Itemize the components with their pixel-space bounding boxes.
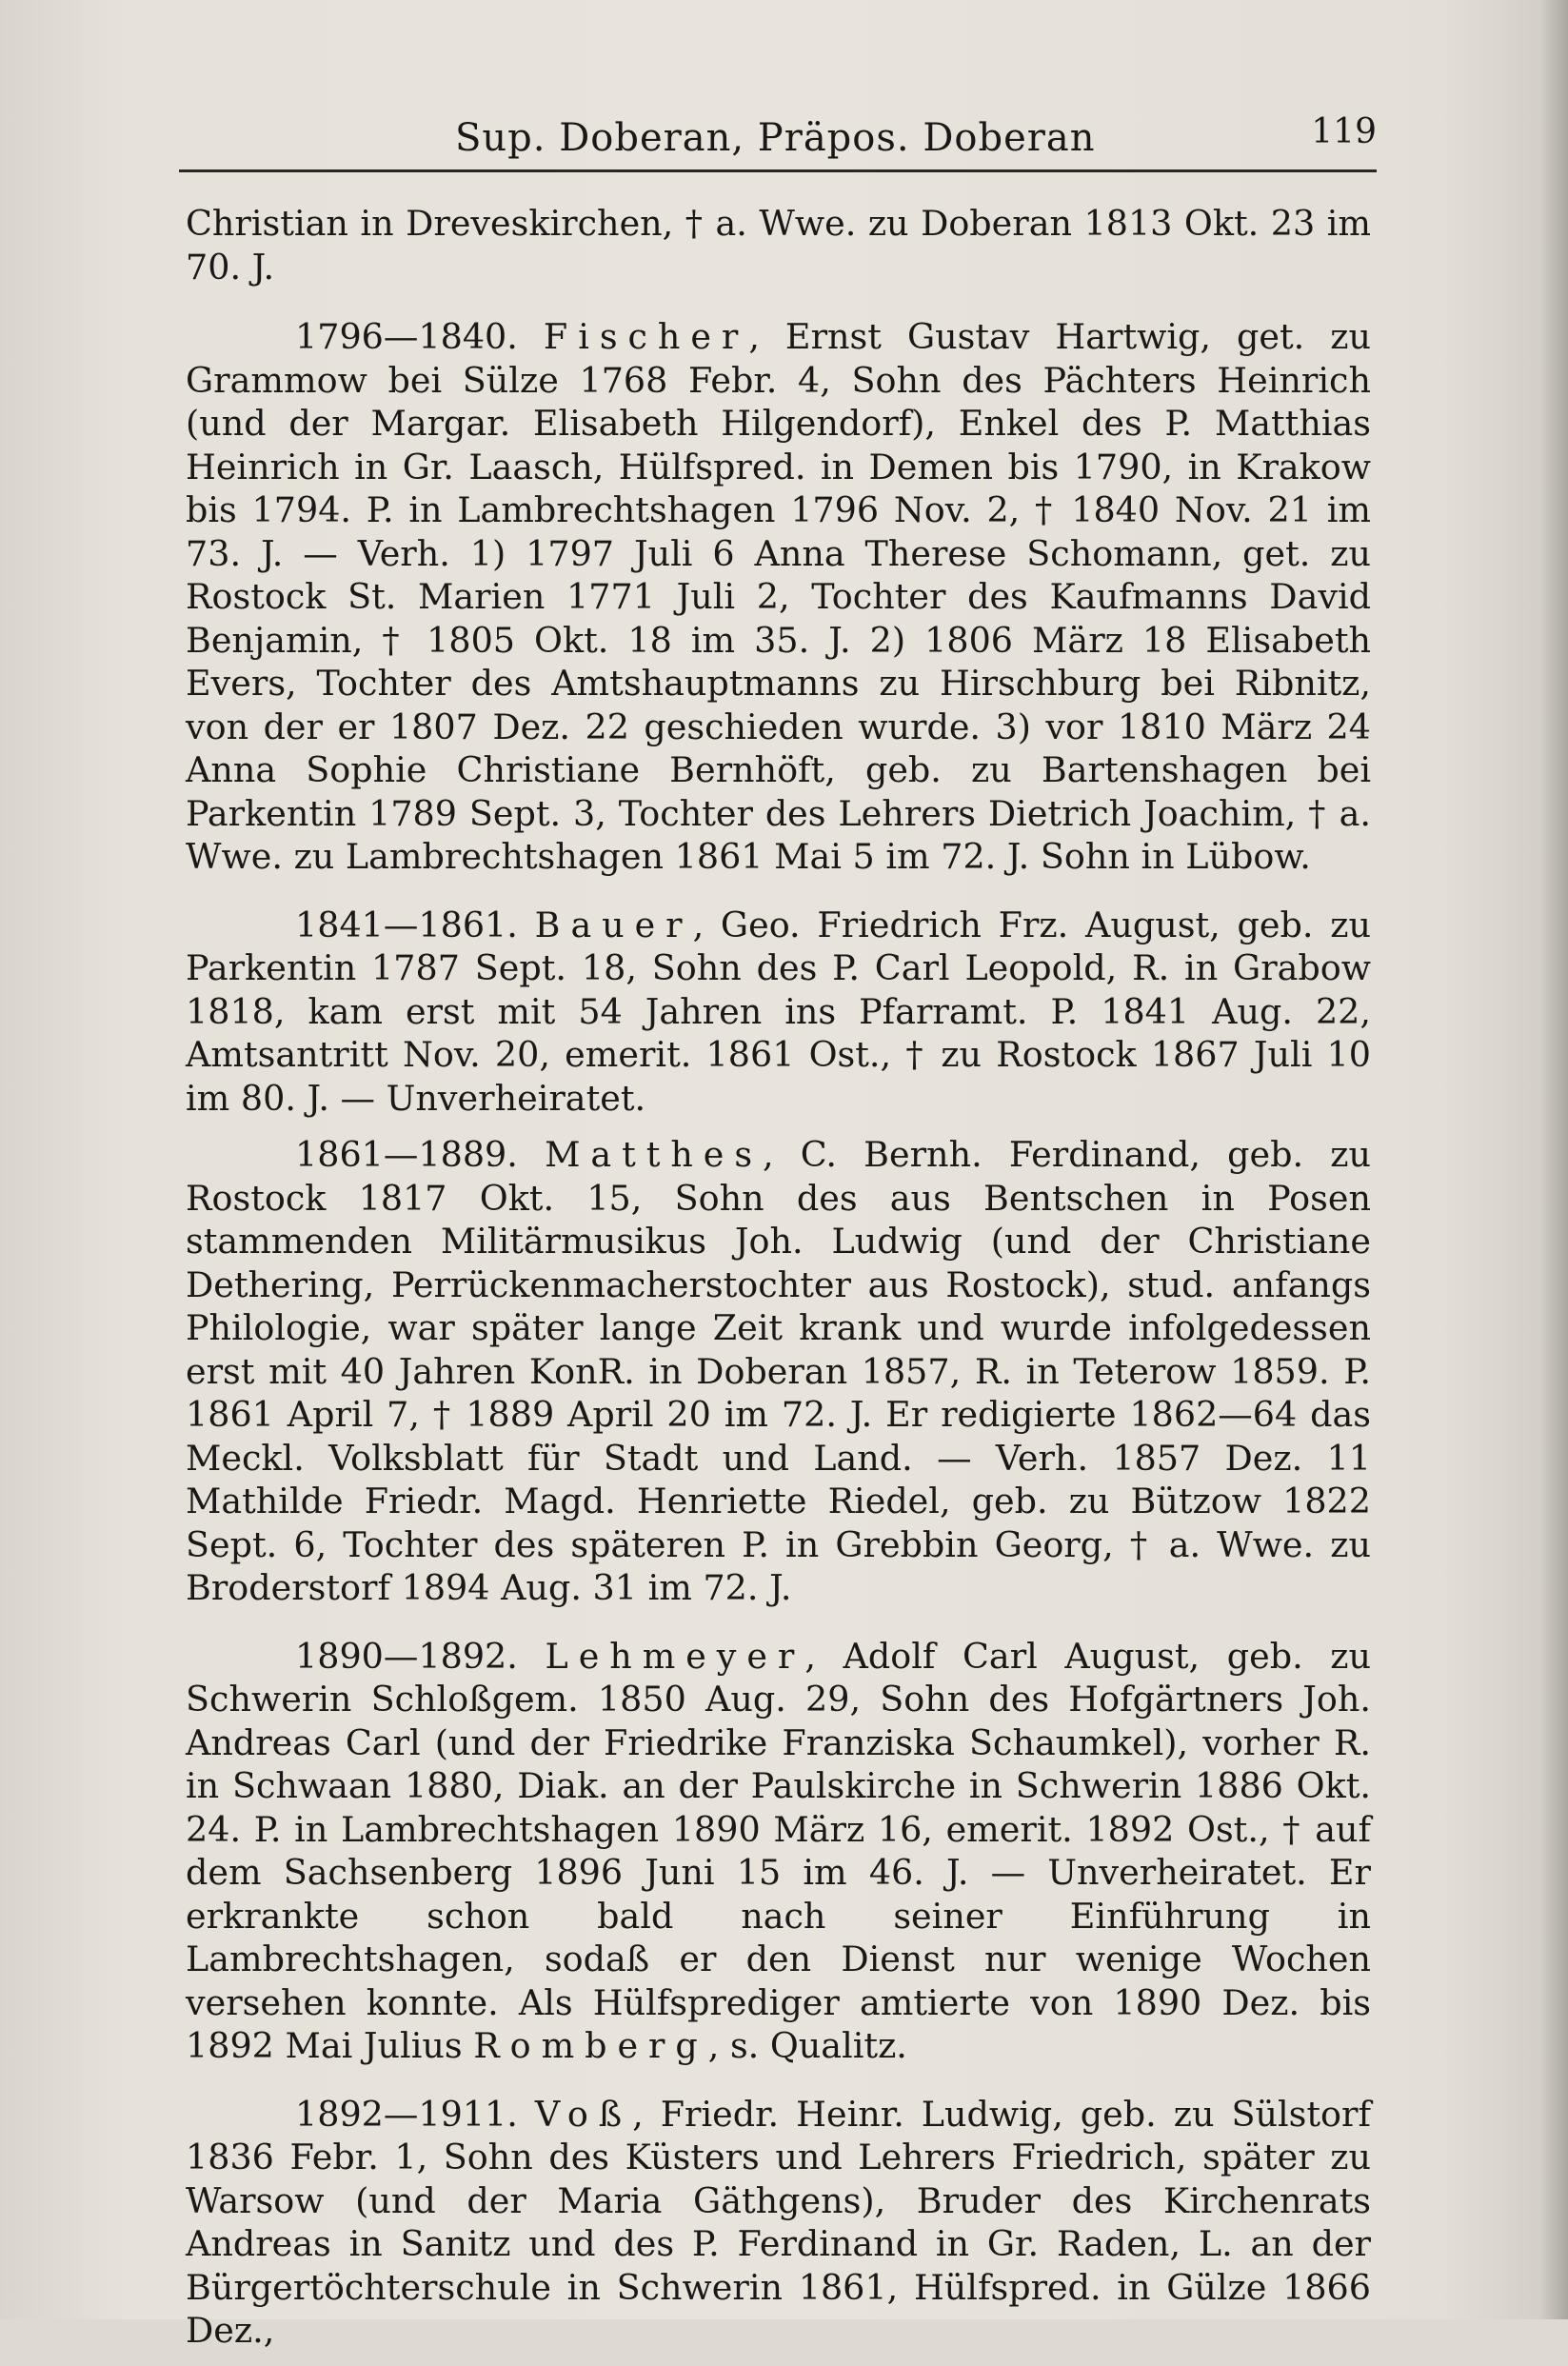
pastor-entry-matthes	[186, 1133, 1371, 1610]
pastor-entry-bauer	[186, 904, 1371, 1121]
entry-text-end: , s. Qualitz.	[707, 2025, 907, 2066]
entry-text: , C. Bernh. Ferdinand, geb. zu Rostock 1817 Okt. 15, Sohn des aus Bentschen in Posen stammenden Militärmusikus Joh. Ludwig (und der Christiane Dethering, Perrückenmacherstochter aus Rostock), stud. anfangs Philologie, war später lange Zeit krank und wurde infolgedessen erst mit 40 Jahren KonR. in Doberan 1857, R. in Teterow 1859. P. 1861 April 7, † 1889 April 20 im 72. J. Er redigierte 1862—64 das Meckl. Volksblatt für Stadt und Land. — Verh. 1857 Dez. 11 Mathilde Friedr. Magd. Henriette Riedel, geb. zu Bützow 1822 Sept. 6, Tochter des späteren P. in Grebbin Georg, † a. Wwe. zu Broderstorf 1894 Aug. 31 im 72. J.	[186, 1134, 1371, 1608]
entry-text: , Geo. Friedrich Frz. August, geb. zu Parkentin 1787 Sept. 18, Sohn des P. Carl Leopold, R. in Grabow 1818, kam erst mit 54 Jahren ins Pfarramt. P. 1841 Aug. 22, Amtsantritt Nov. 20, emerit. 1861 Ost., † zu Rostock 1867 Juli 10 im 80. J. — Unverheiratet.	[186, 904, 1371, 1119]
entry-years: 1890—1892.	[295, 1635, 518, 1677]
entry-text: , Ernst Gustav Hartwig, get. zu Grammow bei Sülze 1768 Febr. 4, Sohn des Pächters Heinrich (und der Margar. Elisabeth Hilgendorf), Enkel des P. Matthias Heinrich in Gr. Laasch, Hülfspred. in Demen bis 1790, in Krakow bis 1794. P. in Lambrechtshagen 1796 Nov. 2, † 1840 Nov. 21 im 73. J. — Verh. 1) 1797 Juli 6 Anna Therese Schomann, get. zu Rostock St. Marien 1771 Juli 2, Tochter des Kaufmanns David Benjamin, † 1805 Okt. 18 im 35. J. 2) 1806 März 18 Elisabeth Evers, Tochter des Amtshauptmanns zu Hirschburg bei Ribnitz, von der er 1807 Dez. 22 geschieden wurde. 3) vor 1810 März 24 Anna Sophie Christiane Bernhöft, geb. zu Bartenshagen bei Parkentin 1789 Sept. 3, Tochter des Lehrers Dietrich Joachim, † a. Wwe. zu Lambrechtshagen 1861 Mai 5 im 72. J. Sohn in Lübow.	[186, 316, 1372, 877]
entry-years: 1861—1889.	[295, 1134, 518, 1175]
entry-years: 1796—1840.	[295, 316, 518, 357]
continuation-paragraph	[186, 202, 1371, 288]
entry-name: Lehmeyer	[545, 1635, 805, 1677]
entry-name: Fischer	[543, 316, 749, 357]
entry-name: Voß	[534, 2093, 633, 2135]
page-number: 119	[1311, 112, 1377, 151]
page-header	[179, 112, 1377, 172]
paragraph-text: Christian in Dreveskirchen, † a. Wwe. zu Doberan 1813 Okt. 23 im 70. J.	[186, 203, 1371, 288]
page-body	[186, 202, 1371, 2366]
entry-second-name: Romberg	[473, 2025, 708, 2066]
pastor-entry-lehmeyer	[186, 1635, 1371, 2068]
entry-years: 1892—1911.	[295, 2093, 518, 2135]
entry-years: 1841—1861.	[295, 904, 518, 945]
pastor-entry-fischer	[186, 315, 1371, 879]
binding-shadow	[1539, 0, 1568, 2319]
pastor-entry-voss	[186, 2093, 1371, 2353]
running-title: Sup. Doberan, Präpos. Doberan	[455, 116, 1096, 160]
entry-name: Bauer	[534, 904, 693, 945]
entry-text: , Friedr. Heinr. Ludwig, geb. zu Sülstorf 1836 Febr. 1, Sohn des Küsters und Lehrers Friedrich, später zu Warsow (und der Maria Gäthgens), Bruder des Kirchenrats Andreas in Sanitz und des P. Ferdinand in Gr. Raden, L. an der Bürgertöchterschule in Schwerin 1861, Hülfspred. in Gülze 1866 Dez.,	[186, 2093, 1371, 2351]
entry-text: , Adolf Carl August, geb. zu Schwerin Schloßgem. 1850 Aug. 29, Sohn des Hofgärtners Joh. Andreas Carl (und der Friedrike Franziska Schaumkel), vorher R. in Schwaan 1880, Diak. an der Paulskirche in Schwerin 1886 Okt. 24. P. in Lambrechtshagen 1890 März 16, emerit. 1892 Ost., † auf dem Sachsenberg 1896 Juni 15 im 46. J. — Unverheiratet. Er erkrankte schon bald nach seiner Einführung in Lambrechtshagen, sodaß er den Dienst nur wenige Wochen versehen konnte. Als Hülfsprediger amtierte von 1890 Dez. bis 1892 Mai Julius	[186, 1635, 1372, 2066]
entry-name: Matthes	[545, 1134, 764, 1175]
